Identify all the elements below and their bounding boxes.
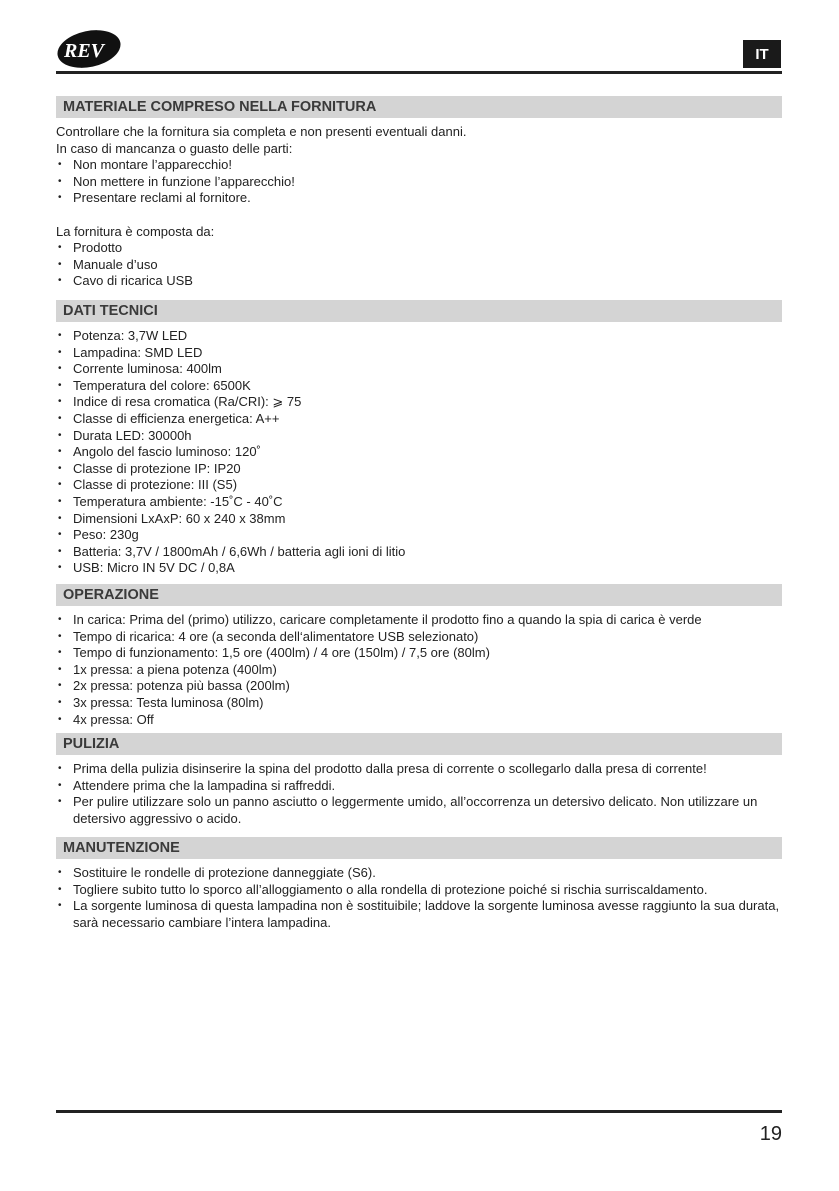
list-item: • 1x pressa: a piena potenza (400lm)	[56, 662, 782, 679]
list-item: • Dimensioni LxAxP: 60 x 240 x 38mm	[56, 511, 782, 528]
list-item: • 3x pressa: Testa luminosa (80lm)	[56, 695, 782, 712]
section-operation	[56, 584, 782, 728]
list-item: • Classe di protezione: III (S5)	[56, 477, 782, 494]
page-number: 19	[759, 1123, 782, 1145]
list-item: • Prodotto	[56, 240, 782, 257]
section-supply	[56, 96, 782, 290]
list-item: • USB: Micro IN 5V DC / 0,8A	[56, 560, 782, 577]
section-title: MANUTENZIONE	[56, 837, 782, 859]
list-item: • Batteria: 3,7V / 1800mAh / 6,6Wh / batteria agli ioni di litio	[56, 544, 782, 561]
section-title: MATERIALE COMPRESO NELLA FORNITURA	[56, 96, 782, 118]
section-title: PULIZIA	[56, 733, 782, 755]
list-item: • Lampadina: SMD LED	[56, 345, 782, 362]
header-rule	[56, 71, 782, 74]
list-item: • Angolo del fascio luminoso: 120˚	[56, 444, 782, 461]
list-item: • Presentare reclami al fornitore.	[56, 190, 782, 207]
list-item: • Prima della pulizia disinserire la spina del prodotto dalla presa di corrente o scollegarlo dalla presa di corrente!	[56, 761, 782, 778]
section-maintenance	[56, 837, 782, 931]
list-item: • Temperatura del colore: 6500K	[56, 378, 782, 395]
section-technical-data	[56, 300, 782, 577]
text: In caso di mancanza o guasto delle parti:	[56, 140, 293, 156]
list-item: • Classe di efficienza energetica: A++	[56, 411, 782, 428]
list-item: • Tempo di ricarica: 4 ore (a seconda dell‘alimentatore USB selezionato)	[56, 629, 782, 646]
footer-rule	[56, 1110, 782, 1113]
language-badge: IT	[743, 40, 781, 68]
list-item: • Non montare l’apparecchio!	[56, 157, 782, 174]
list-item: • Potenza: 3,7W LED	[56, 328, 782, 345]
list-item: • La sorgente luminosa di questa lampadina non è sostituibile; laddove la sorgente luminosa avesse raggiunto la sua durata, sarà necessario cambiare l’intera lampadina.	[56, 898, 782, 931]
section-title: DATI TECNICI	[56, 300, 782, 322]
list-item: • Sostituire le rondelle di protezione danneggiate (S6).	[56, 865, 782, 882]
list-item: • Corrente luminosa: 400lm	[56, 361, 782, 378]
list-item: • Temperatura ambiente: -15˚C - 40˚C	[56, 494, 782, 511]
text: La fornitura è composta da:	[56, 223, 215, 239]
rev-logo	[56, 30, 122, 68]
list-item: • 4x pressa: Off	[56, 712, 782, 729]
list-item: • Classe di protezione IP: IP20	[56, 461, 782, 478]
section-title: OPERAZIONE	[56, 584, 782, 606]
list-item: • Cavo di ricarica USB	[56, 273, 782, 290]
section-cleaning	[56, 733, 782, 827]
list-item: • Tempo di funzionamento: 1,5 ore (400lm) / 4 ore (150lm) / 7,5 ore (80lm)	[56, 645, 782, 662]
list-item: • Durata LED: 30000h	[56, 428, 782, 445]
list-item: • Togliere subito tutto lo sporco all’alloggiamento o alla rondella di protezione poiché si rischia surriscaldamento.	[56, 882, 782, 899]
list-item: • Non mettere in funzione l’apparecchio!	[56, 174, 782, 191]
list-item: • In carica: Prima del (primo) utilizzo, caricare completamente il prodotto fino a quando la spia di carica è verde	[56, 612, 782, 629]
list-item: • Indice di resa cromatica (Ra/CRI): ⩾ 75	[56, 394, 782, 411]
list-item: • Attendere prima che la lampadina si raffreddi.	[56, 778, 782, 795]
list-item: • 2x pressa: potenza più bassa (200lm)	[56, 678, 782, 695]
list-item: • Per pulire utilizzare solo un panno asciutto o leggermente umido, all’occorrenza un detersivo delicato. Non utilizzare un detersivo aggressivo o acido.	[56, 794, 782, 827]
text: Controllare che la fornitura sia completa e non presenti eventuali danni.	[56, 124, 467, 139]
list-item: • Peso: 230g	[56, 527, 782, 544]
list-item: • Manuale d’uso	[56, 257, 782, 274]
svg-text:REV: REV	[64, 40, 105, 62]
